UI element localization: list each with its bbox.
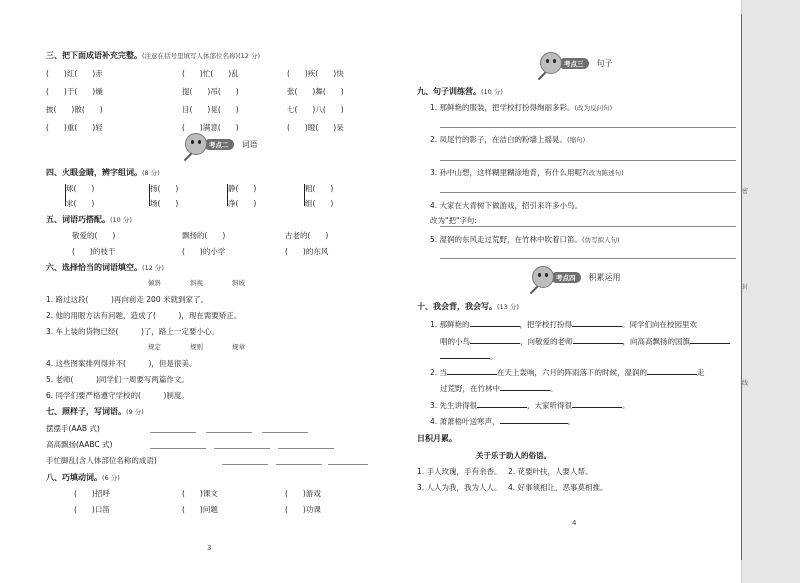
sec8-r2c1: ( )口笛 <box>74 505 110 514</box>
sec3-r1c1: ( )红( )赤 <box>46 69 103 78</box>
page-number-right: 4 <box>572 519 577 527</box>
blank[interactable] <box>447 366 497 375</box>
answer-line[interactable] <box>278 448 334 449</box>
binding-strip <box>741 0 800 583</box>
sec10-line-1: 1. 那鲜艳的 ，把学校打扮得 。同学们向在校园里欢 <box>430 320 698 329</box>
saying-3: 3. 人人为我，我为人人。 <box>417 483 502 492</box>
sec3-r2c3: 张( )舞( ) <box>287 87 344 96</box>
sec4-g3-bottom: 净( ) <box>228 199 257 208</box>
sec4-g1-bottom: 求( ) <box>66 199 95 208</box>
blank[interactable] <box>572 399 622 408</box>
answer-line[interactable] <box>440 192 736 193</box>
sec6-item-4: 4. 这些图案排列得并不( )，但是很美。 <box>46 359 197 368</box>
sec6-word-2: 斜视 <box>190 279 203 287</box>
sec3-r4c2: ( )满意( ) <box>182 123 239 132</box>
bracket <box>224 184 228 206</box>
blank[interactable] <box>470 318 520 327</box>
sec8-r1c3: ( )游戏 <box>285 489 321 498</box>
sec10-line-3: 2. 当 在天上轰响，六月的阵雨落下的时候，湿润的 走 <box>430 368 705 377</box>
blank[interactable] <box>573 335 623 344</box>
answer-line[interactable] <box>222 464 268 465</box>
sec10-line-2b: 。 <box>440 350 498 362</box>
blank[interactable] <box>470 335 520 344</box>
sec3-r4c3: ( )瞪( )呆 <box>287 123 344 132</box>
mascot-icon <box>532 266 554 288</box>
answer-line[interactable] <box>214 448 270 449</box>
sec6-item-1: 1. 路过这段( )再向前走 200 米就到家了。 <box>46 295 208 304</box>
sec5-title: 五、词语巧搭配。(10 分) <box>46 215 132 224</box>
sec3-r3c2: 目( )晃( ) <box>182 105 239 114</box>
seal-char-2: 封 <box>742 284 749 291</box>
sec10-line-2: 唱的小鸟 ，向敬爱的老师 ，向高高飘扬的国旗 <box>440 335 730 347</box>
sec5-r2c2: ( )的小学 <box>182 247 226 256</box>
sec3-title: 三、把下面成语补充完整。(注意在括号里填写人体部位名称)(12 分) <box>46 51 260 60</box>
sec6-item-2: 2. 他的用眼方法有问题，造成了( )，现在需要矫正。 <box>46 311 242 320</box>
sec6-item-5: 5. 老师( )同学们一周要写两篇作文。 <box>46 375 189 384</box>
sec6-title: 六、选择恰当的词语填空。(12 分) <box>46 263 164 272</box>
sec4-g3-top: 静( ) <box>228 184 257 193</box>
sec5-r2c3: ( )的东风 <box>285 247 329 256</box>
sec3-r1c3: ( )疾( )快 <box>287 69 344 78</box>
bracket <box>62 184 66 206</box>
sec6-word-4: 规定 <box>148 343 161 351</box>
sec4-g2-top: 扬( ) <box>150 184 179 193</box>
bracket <box>301 184 305 206</box>
sec5-r1c2: 飘扬的( ) <box>182 231 226 240</box>
sec4-title: 四、火眼金睛，辨字组词。(8 分) <box>46 168 160 177</box>
sec10-line-5: 3. 先生讲得很 ，大家听得很 。 <box>430 401 630 410</box>
sec9-item-3: 3. 孙中山想，这样糊里糊涂地背，有什么用呢?(改为陈述句) <box>430 168 624 177</box>
badge-kaodian-4: 考点四 积累运用 <box>532 266 621 288</box>
saying-2: 2. 花要叶扶，人要人帮。 <box>508 467 593 476</box>
sec9-item-5: 5. 湿润的东风走过荒野，在竹林中吹着口笛。(仿写拟人句) <box>430 235 620 244</box>
sec6-word-3: 斜坡 <box>232 279 245 287</box>
blank[interactable] <box>690 335 730 344</box>
sec7-label-3: 手忙脚乱(含人体部位名称的成语) <box>46 456 157 465</box>
sec9-title: 九、句子训练营。(10 分) <box>417 87 503 96</box>
answer-line[interactable] <box>440 127 736 128</box>
sec8-r2c2: ( )问题 <box>182 505 218 514</box>
blank[interactable] <box>500 415 568 424</box>
page-number-left: 3 <box>207 544 212 552</box>
badge-kaodian-2: 考点二 词语 <box>185 133 258 155</box>
sec4-g2-bottom: 场( ) <box>150 199 179 208</box>
answer-line[interactable] <box>262 432 308 433</box>
sec3-r2c2: 提( )吊( ) <box>182 87 239 96</box>
sec9-item-4b: 改为"把"字句: <box>430 216 477 225</box>
answer-line[interactable] <box>276 464 322 465</box>
answer-line[interactable] <box>440 258 736 259</box>
bracket <box>146 184 150 206</box>
answer-line[interactable] <box>440 226 736 227</box>
sec5-r2c1: ( )的枝干 <box>72 247 116 256</box>
sec9-item-1: 1. 那鲜艳的服装，把学校打扮得绚丽多彩。(改为反问句) <box>430 103 613 112</box>
answer-line[interactable] <box>206 432 252 433</box>
sec9-item-4: 4. 大家在大青树下做游戏，招引来许多小鸟。 <box>430 201 583 210</box>
saying-1: 1. 手人玫瑰，手有余香。 <box>417 467 502 476</box>
blank[interactable] <box>477 399 527 408</box>
sec10-title: 十、我会背，我会写。(13 分) <box>417 302 519 311</box>
sec10-line-6: 4. 萧萧梧叶送寒声， 。 <box>430 417 576 426</box>
sec4-g1-top: 球( ) <box>66 184 95 193</box>
sec4-g4-top: 粗( ) <box>305 184 334 193</box>
sec6-word-6: 规章 <box>232 343 245 351</box>
sec8-r1c2: ( )课文 <box>182 489 218 498</box>
answer-line[interactable] <box>328 464 368 465</box>
sec6-item-6: 6. 同学们要严格遵守学校的( )制度。 <box>46 391 189 400</box>
blank[interactable] <box>440 350 490 359</box>
sec6-word-5: 规则 <box>190 343 203 351</box>
mascot-icon <box>540 52 562 74</box>
sec9-item-2: 2. 凤尾竹的影子，在洁白的粉墙上摇晃。(缩句) <box>430 135 586 144</box>
sec3-r1c2: ( )忙( )乱 <box>182 69 239 78</box>
sec3-r2c1: ( )干( )燥 <box>46 87 103 96</box>
blank[interactable] <box>572 318 622 327</box>
saying-4: 4. 好事须相让，恶事莫相推。 <box>508 483 608 492</box>
answer-line[interactable] <box>150 432 196 433</box>
sec6-word-1: 倾斜 <box>148 279 161 287</box>
sec4-g4-bottom: 组( ) <box>305 199 334 208</box>
sec5-r1c1: 敬爱的( ) <box>72 231 116 240</box>
daily-heading: 关于乐于助人的俗语。 <box>476 451 551 460</box>
sec5-r1c3: 古老的( ) <box>285 231 329 240</box>
sec6-item-3: 3. 车上装的货物已经( )了，路上一定要小心。 <box>46 327 219 336</box>
sec8-r1c1: ( )招呼 <box>74 489 110 498</box>
daily-title: 日积月累。 <box>417 434 457 443</box>
sec10-line-4: 过荒野，在竹林中 。 <box>440 384 558 393</box>
blank[interactable] <box>500 382 550 391</box>
sec3-r4c1: ( )重( )轻 <box>46 123 103 132</box>
sec3-r3c1: 披( )散( ) <box>46 105 103 114</box>
badge-kaodian-3: 考点三 句子 <box>540 52 613 74</box>
sec8-title: 八、巧填动词。(6 分) <box>46 473 120 482</box>
mascot-icon <box>185 133 207 155</box>
answer-line[interactable] <box>150 448 206 449</box>
sec7-label-1: 摆摆手(AAB 式) <box>46 424 100 433</box>
seal-char-1: 密 <box>742 188 749 195</box>
sec7-title: 七、照样子，写词语。(9 分) <box>46 407 144 416</box>
sec3-r3c3: 七( )八( ) <box>287 105 344 114</box>
blank[interactable] <box>647 366 697 375</box>
seal-char-3: 线 <box>742 380 749 387</box>
sec8-r2c3: ( )功课 <box>285 505 321 514</box>
sec7-label-2: 高高飘扬(AABC 式) <box>46 440 113 449</box>
answer-line[interactable] <box>440 160 736 161</box>
